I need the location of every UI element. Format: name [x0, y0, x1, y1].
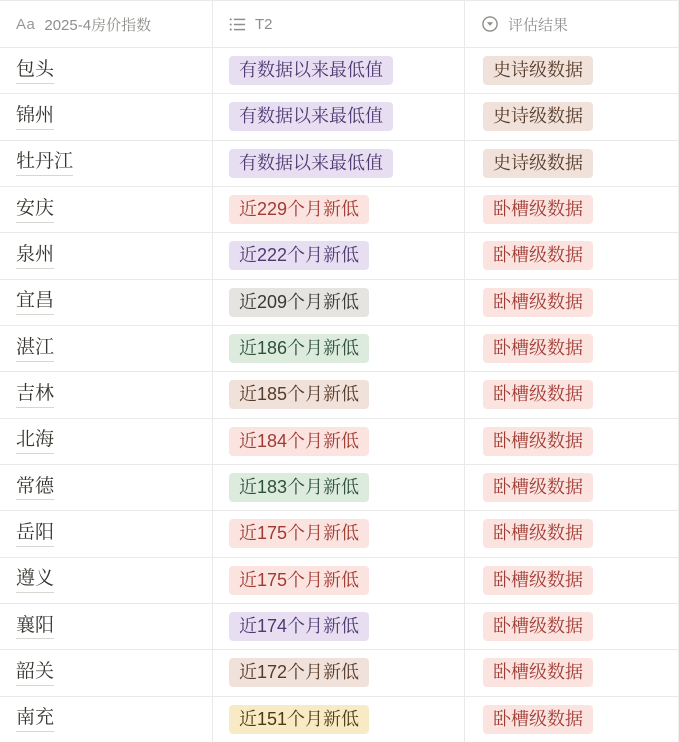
t2-tag[interactable]: 近185个月新低	[229, 380, 369, 409]
t2-tag[interactable]: 近186个月新低	[229, 334, 369, 363]
result-tag[interactable]: 史诗级数据	[483, 149, 593, 178]
title-cell[interactable]	[0, 187, 213, 232]
result-tag[interactable]: 卧槽级数据	[483, 658, 593, 687]
title-cell[interactable]	[0, 558, 213, 603]
title-cell[interactable]	[0, 141, 213, 186]
t2-cell[interactable]	[213, 326, 465, 371]
city-name[interactable]: 北海	[16, 428, 54, 454]
result-cell[interactable]	[465, 326, 678, 371]
result-cell[interactable]	[465, 465, 678, 510]
t2-tag[interactable]: 有数据以来最低值	[229, 102, 393, 131]
title-cell[interactable]	[0, 697, 213, 742]
title-cell[interactable]	[0, 326, 213, 371]
result-tag[interactable]: 卧槽级数据	[483, 288, 593, 317]
result-tag[interactable]: 卧槽级数据	[483, 566, 593, 595]
title-cell[interactable]	[0, 650, 213, 695]
city-name[interactable]: 宜昌	[16, 289, 54, 315]
table-row	[0, 48, 678, 94]
table-row	[0, 94, 678, 140]
result-tag[interactable]: 史诗级数据	[483, 56, 593, 85]
result-cell[interactable]	[465, 558, 678, 603]
city-name[interactable]: 泉州	[16, 243, 54, 269]
result-cell[interactable]	[465, 372, 678, 417]
table-header	[0, 1, 678, 48]
t2-tag[interactable]: 近174个月新低	[229, 612, 369, 641]
column-header-label: T2	[255, 15, 273, 33]
title-cell[interactable]	[0, 280, 213, 325]
column-header-title[interactable]	[0, 1, 213, 47]
t2-cell[interactable]	[213, 233, 465, 278]
city-name[interactable]: 南充	[16, 706, 54, 732]
t2-cell[interactable]	[213, 94, 465, 139]
result-tag[interactable]: 卧槽级数据	[483, 519, 593, 548]
result-tag[interactable]: 卧槽级数据	[483, 612, 593, 641]
t2-tag[interactable]: 近229个月新低	[229, 195, 369, 224]
table-row	[0, 280, 678, 326]
table-row	[0, 511, 678, 557]
t2-cell[interactable]	[213, 48, 465, 93]
t2-tag[interactable]: 近183个月新低	[229, 473, 369, 502]
title-cell[interactable]	[0, 465, 213, 510]
t2-tag[interactable]: 有数据以来最低值	[229, 149, 393, 178]
t2-tag[interactable]: 近172个月新低	[229, 658, 369, 687]
table-row	[0, 650, 678, 696]
result-tag[interactable]: 卧槽级数据	[483, 334, 593, 363]
city-name[interactable]: 锦州	[16, 104, 54, 130]
result-cell[interactable]	[465, 419, 678, 464]
result-tag[interactable]: 卧槽级数据	[483, 427, 593, 456]
result-cell[interactable]	[465, 650, 678, 695]
result-cell[interactable]	[465, 280, 678, 325]
select-property-icon	[481, 15, 499, 33]
city-name[interactable]: 遵义	[16, 567, 54, 593]
city-name[interactable]: 韶关	[16, 660, 54, 686]
text-property-icon: Aa	[16, 15, 36, 33]
t2-cell[interactable]	[213, 187, 465, 232]
t2-cell[interactable]	[213, 558, 465, 603]
table-row	[0, 465, 678, 511]
t2-cell[interactable]	[213, 511, 465, 556]
t2-cell[interactable]	[213, 280, 465, 325]
city-name[interactable]: 包头	[16, 58, 54, 84]
title-cell[interactable]	[0, 233, 213, 278]
result-tag[interactable]: 卧槽级数据	[483, 380, 593, 409]
t2-cell[interactable]	[213, 697, 465, 742]
t2-cell[interactable]	[213, 465, 465, 510]
city-name[interactable]: 安庆	[16, 197, 54, 223]
result-cell[interactable]	[465, 604, 678, 649]
city-name[interactable]: 湛江	[16, 336, 54, 362]
t2-tag[interactable]: 近175个月新低	[229, 566, 369, 595]
t2-cell[interactable]	[213, 419, 465, 464]
t2-tag[interactable]: 近222个月新低	[229, 241, 369, 270]
t2-cell[interactable]	[213, 604, 465, 649]
table-row	[0, 233, 678, 279]
result-tag[interactable]: 卧槽级数据	[483, 195, 593, 224]
city-name[interactable]: 吉林	[16, 382, 54, 408]
result-tag[interactable]: 卧槽级数据	[483, 473, 593, 502]
table-row	[0, 372, 678, 418]
table-row	[0, 604, 678, 650]
table-body	[0, 48, 678, 742]
result-tag[interactable]: 卧槽级数据	[483, 705, 593, 734]
column-header-t2[interactable]	[213, 1, 465, 47]
column-header-label: 2025-4房价指数	[44, 16, 152, 34]
table-row	[0, 187, 678, 233]
result-cell[interactable]	[465, 48, 678, 93]
table-row	[0, 697, 678, 742]
city-name[interactable]: 襄阳	[16, 614, 54, 640]
t2-cell[interactable]	[213, 372, 465, 417]
result-tag[interactable]: 卧槽级数据	[483, 241, 593, 270]
result-cell[interactable]	[465, 511, 678, 556]
t2-tag[interactable]: 近209个月新低	[229, 288, 369, 317]
result-tag[interactable]: 史诗级数据	[483, 102, 593, 131]
title-cell[interactable]	[0, 372, 213, 417]
column-header-label: 评估结果	[508, 16, 569, 34]
result-cell[interactable]	[465, 697, 678, 742]
result-cell[interactable]	[465, 187, 678, 232]
title-cell[interactable]	[0, 604, 213, 649]
city-name[interactable]: 常德	[16, 475, 54, 501]
t2-tag[interactable]: 近175个月新低	[229, 519, 369, 548]
table-row	[0, 419, 678, 465]
t2-tag[interactable]: 有数据以来最低值	[229, 56, 393, 85]
bulleted-list-icon	[229, 16, 246, 33]
result-cell[interactable]	[465, 233, 678, 278]
city-name[interactable]: 岳阳	[16, 521, 54, 547]
t2-cell[interactable]	[213, 141, 465, 186]
title-cell[interactable]	[0, 48, 213, 93]
result-cell[interactable]	[465, 141, 678, 186]
table-row	[0, 141, 678, 187]
result-cell[interactable]	[465, 94, 678, 139]
title-cell[interactable]	[0, 511, 213, 556]
title-cell[interactable]	[0, 94, 213, 139]
t2-tag[interactable]: 近151个月新低	[229, 705, 369, 734]
column-header-result[interactable]	[465, 1, 678, 47]
title-cell[interactable]	[0, 419, 213, 464]
t2-cell[interactable]	[213, 650, 465, 695]
table-row	[0, 326, 678, 372]
t2-tag[interactable]: 近184个月新低	[229, 427, 369, 456]
city-name[interactable]: 牡丹江	[16, 150, 73, 176]
table-row	[0, 558, 678, 604]
